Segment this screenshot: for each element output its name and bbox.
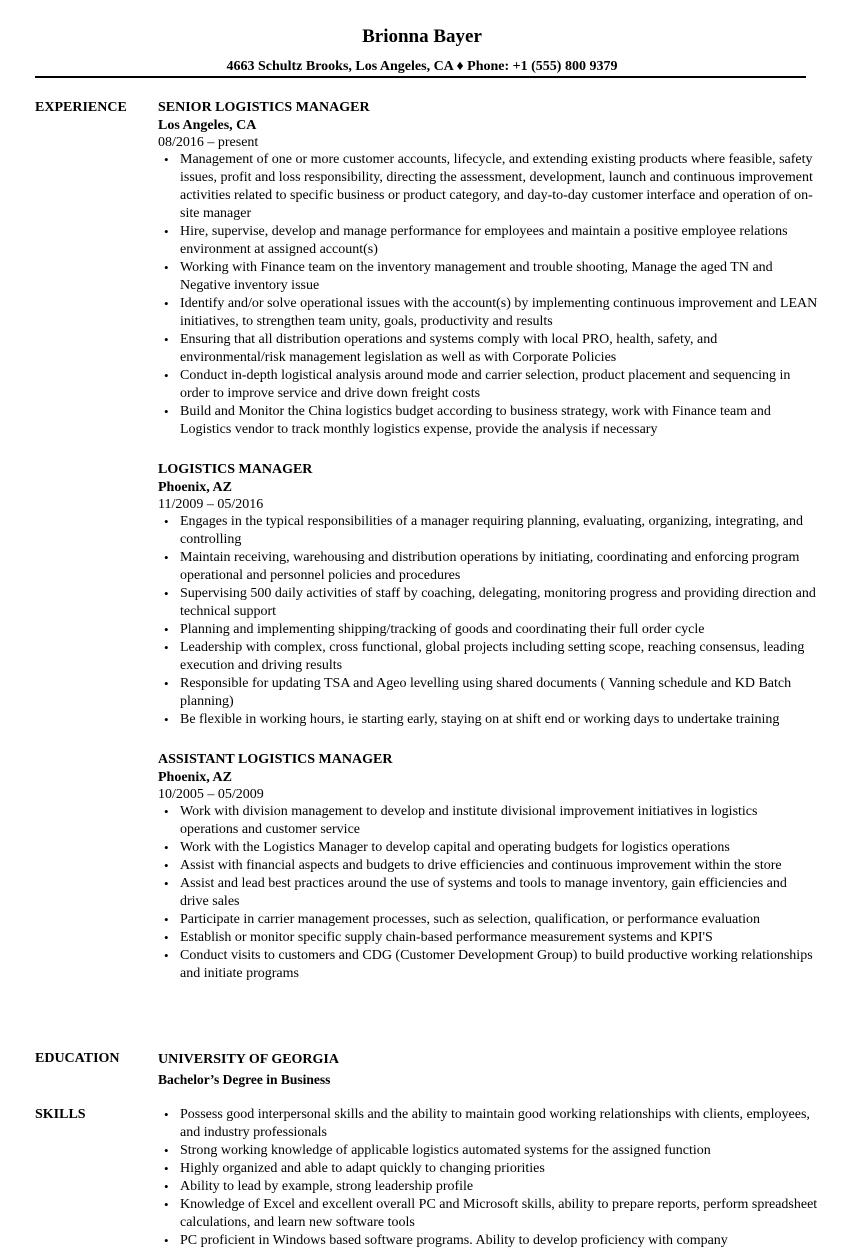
- job-dates: 11/2009 – 05/2016: [158, 497, 264, 512]
- education-degree: Bachelor’s Degree in Business: [158, 1072, 331, 1087]
- job-location: Phoenix, AZ: [158, 480, 232, 495]
- job-entry: [158, 99, 818, 439]
- list-item: • Work with division management to develop and institute divisional improvement initiatives in logistics operations and customer service: [158, 803, 818, 839]
- list-item: • Conduct visits to customers and CDG (Customer Development Group) to build productive working relationships and initiate programs: [158, 947, 818, 983]
- list-item: • Build and Monitor the China logistics budget according to business strategy, work with Finance team and Logistics vendor to track monthly logistics expense, provide the analysis if necessary: [158, 403, 818, 439]
- list-item: • Leadership with complex, cross functional, global projects including setting scope, reaching consensus, leading execution and driving results: [158, 639, 818, 675]
- list-item: • Management of one or more customer accounts, lifecycle, and extending existing products where feasible, safety issues, profit and loss responsibility, directing the assessment, development, launch and continuous improvement activities related to specific business or product category, and day-to-day customer interface and operation of on-site manager: [158, 151, 818, 223]
- job-dates: 08/2016 – present: [158, 135, 259, 150]
- list-item: • Ensuring that all distribution operations and systems comply with local PRO, health, safety, and environmental/risk management legislation as well as with Corporate Policies: [158, 331, 818, 367]
- job-bullet-list: [158, 803, 818, 983]
- section-label-education: EDUCATION: [35, 1051, 120, 1066]
- list-item: • Possess good interpersonal skills and the ability to maintain good working relationships with clients, employees, and industry professionals: [158, 1106, 818, 1142]
- list-item: • Working with Finance team on the inventory management and trouble shooting, Manage the aged TN and Negative inventory issue: [158, 259, 818, 295]
- job-entry: [158, 461, 818, 729]
- job-bullet-list: [158, 151, 818, 439]
- list-item: • Ability to lead by example, strong leadership profile: [158, 1178, 818, 1196]
- list-item: • Be flexible in working hours, ie starting early, staying on at shift end or working days to undertake training: [158, 711, 818, 729]
- job-entry: [158, 751, 818, 983]
- candidate-name: Brionna Bayer: [362, 26, 482, 47]
- list-item: • Supervising 500 daily activities of staff by coaching, delegating, monitoring progress and providing direction and technical support: [158, 585, 818, 621]
- list-item: • Assist and lead best practices around the use of systems and tools to manage inventory, gain efficiencies and drive sales: [158, 875, 818, 911]
- education-school: UNIVERSITY OF GEORGIA: [158, 1052, 339, 1067]
- list-item: • Maintain receiving, warehousing and distribution operations by initiating, coordinating and enforcing program operational and personnel policies and procedures: [158, 549, 818, 585]
- list-item: • Strong working knowledge of applicable logistics automated systems for the assigned function: [158, 1142, 818, 1160]
- job-title: SENIOR LOGISTICS MANAGER: [158, 100, 370, 115]
- list-item: • Knowledge of Excel and excellent overall PC and Microsoft skills, ability to prepare reports, perform spreadsheet calculations, and learn new software tools: [158, 1196, 818, 1232]
- list-item: • Participate in carrier management processes, such as selection, qualification, or performance evaluation: [158, 911, 818, 929]
- list-item: • Hire, supervise, develop and manage performance for employees and maintain a positive employee relations environment at assigned account(s): [158, 223, 818, 259]
- list-item: • Engages in the typical responsibilities of a manager requiring planning, evaluating, organizing, integrating, and controlling: [158, 513, 818, 549]
- contact-line: 4663 Schultz Brooks, Los Angeles, CA ♦ Phone: +1 (555) 800 9379: [226, 59, 618, 74]
- section-label-experience: EXPERIENCE: [35, 100, 127, 115]
- section-label-skills: SKILLS: [35, 1107, 86, 1122]
- job-location: Los Angeles, CA: [158, 118, 257, 133]
- header-divider: [35, 76, 806, 78]
- list-item: • Highly organized and able to adapt quickly to changing priorities: [158, 1160, 818, 1178]
- skills-body: [158, 1106, 818, 1250]
- job-dates: 10/2005 – 05/2009: [158, 787, 264, 802]
- education-body: [158, 1050, 818, 1090]
- list-item: • Identify and/or solve operational issues with the account(s) by implementing continuous improvement and LEAN initiatives, to strengthen team unity, goals, productivity and results: [158, 295, 818, 331]
- list-item: • Work with the Logistics Manager to develop capital and operating budgets for logistics operations: [158, 839, 818, 857]
- list-item: • Planning and implementing shipping/tracking of goods and coordinating their full order cycle: [158, 621, 818, 639]
- list-item: • Responsible for updating TSA and Ageo levelling using shared documents ( Vanning schedule and KD Batch planning): [158, 675, 818, 711]
- job-title: ASSISTANT LOGISTICS MANAGER: [158, 752, 393, 767]
- skills-bullet-list: [158, 1106, 818, 1250]
- job-bullet-list: [158, 513, 818, 729]
- experience-body: [158, 99, 818, 1005]
- job-title: LOGISTICS MANAGER: [158, 462, 313, 477]
- list-item: • PC proficient in Windows based software programs. Ability to develop proficiency with company: [158, 1232, 818, 1250]
- list-item: • Conduct in-depth logistical analysis around mode and carrier selection, product placement and sequencing in order to improve service and drive down freight costs: [158, 367, 818, 403]
- list-item: • Assist with financial aspects and budgets to drive efficiencies and continuous improvement within the store: [158, 857, 818, 875]
- job-location: Phoenix, AZ: [158, 770, 232, 785]
- list-item: • Establish or monitor specific supply chain-based performance measurement systems and KPI'S: [158, 929, 818, 947]
